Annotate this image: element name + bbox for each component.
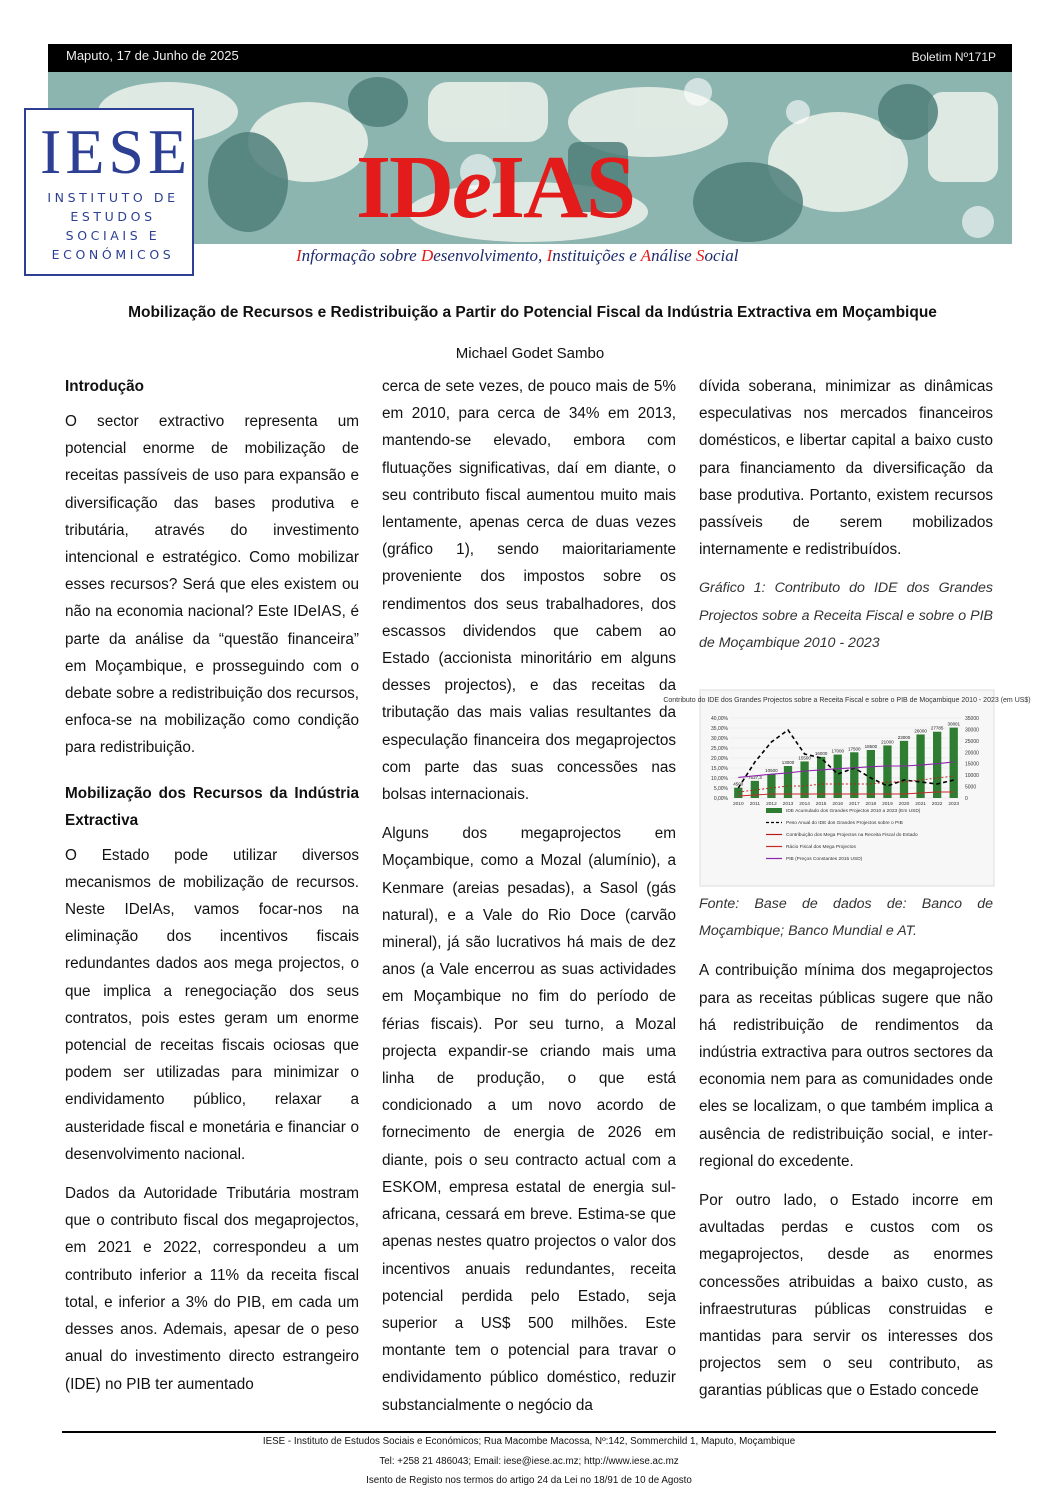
iese-logo (24, 108, 194, 276)
x-tick-label: 2016 (832, 802, 844, 807)
footer-contact: Tel: +258 21 486043; Email: iese@iese.ac.mz; http://www.iese.ac.mz (379, 1456, 679, 1467)
x-tick-label: 2022 (931, 802, 943, 807)
chart-title: Contributo do IDE dos Grandes Projectos sobre a Receita Fiscal e sobre o PIB de Moçambique 2010 - 2023 (em US$) (663, 697, 1031, 704)
bar-data-label: 17500 (848, 746, 861, 752)
column-1 (65, 373, 359, 1410)
section-heading: Introdução (65, 378, 145, 395)
paragraph: O sector extractivo representa um potencial enorme de mobilização de receitas passíveis de uso para expansão e diversificação das bases produtiva e tributária, através do investimento intencional e estratégico. Como mobilizar esses recursos? Será que eles existem ou não na economia nacional? Este IDeIAS, é parte da análise da “questão financeira” em Moçambique, e prosseguindo com o debate sobre a redistribuição dos recursos, enfoca-se na mobilização como condição para redistribuição. (65, 413, 359, 757)
x-tick-label: 2011 (749, 802, 761, 807)
paragraph: dívida soberana, minimizar as dinâmicas especulativas nos mercados financeiros domésticos, e libertar capital a baixo custo para financiamento da diversificação da base produtiva. Portanto, existem recursos passíveis de serem mobilizados internamente e redistribuídos. (699, 378, 993, 559)
x-tick-label: 2021 (915, 802, 926, 807)
bar-data-label: 30801 (947, 721, 960, 727)
masthead-part: e (452, 138, 490, 237)
y-left-tick-label: 30,00% (711, 736, 728, 742)
tagline-initial: D (420, 246, 434, 265)
footer-rule (62, 1431, 996, 1433)
masthead-part: ID (356, 138, 453, 237)
bar-data-label: 15500 (798, 755, 811, 761)
bar-data-label: 17000 (831, 748, 844, 754)
bar-data-label: 23000 (897, 734, 911, 740)
logo-line: SOCIAIS E (65, 228, 161, 243)
chart-bar (817, 757, 825, 798)
bar-data-label: 4500 (733, 781, 744, 787)
chart-bar (867, 750, 875, 798)
article-title: Mobilização de Recursos e Redistribuição a Partir do Potencial Fiscal da Indústria Extractiva em Moçambique (128, 304, 937, 321)
chart-bar (800, 761, 808, 798)
y-right-tick-label: 15000 (965, 761, 979, 768)
section-heading: Mobilização dos Recursos da Indústria Extractiva (65, 784, 359, 829)
legend-swatch (766, 808, 782, 813)
tagline-initial: S (695, 246, 705, 265)
column-2 (382, 373, 676, 1431)
x-tick-label: 2018 (865, 802, 877, 807)
bar-data-label: 16000 (814, 750, 828, 756)
x-tick-label: 2019 (882, 802, 893, 807)
tagline-text: nformação sobre (301, 246, 421, 265)
column-3 (699, 373, 993, 1417)
chart-bar (850, 752, 858, 798)
paragraph: Dados da Autoridade Tributária mostram que o contributo fiscal dos megaprojectos, em 2021 e 2022, correspondeu a um contributo inferior a 11% da receita fiscal total, e inferior a 3% do PIB, em cada um desses anos. Ademais, apesar de o peso anual do investimento directo estrangeiro (IDE) no PIB ter aumentado (65, 1185, 359, 1393)
chart-bar (784, 766, 792, 798)
masthead-part: IAS (489, 138, 635, 237)
chart-bar (883, 745, 891, 798)
legend-label: Rácio Fiscal dos Mega Projectos (786, 845, 856, 850)
chart-bar (834, 755, 842, 798)
x-tick-label: 2014 (799, 802, 810, 807)
y-right-tick-label: 30000 (965, 727, 979, 734)
figure-caption: Gráfico 1: Contributo do IDE dos Grandes Projectos sobre a Receita Fiscal e sobre o PIB de Moçambique 2010 - 2023 (699, 580, 993, 651)
tagline-initial: A (640, 246, 652, 265)
x-tick-label: 2010 (732, 802, 744, 807)
x-tick-label: 2020 (898, 802, 910, 807)
tagline-text: ocial (704, 246, 739, 265)
bar-data-label: 27785 (930, 725, 944, 731)
chart-figure (663, 690, 1031, 886)
chart-bar (933, 732, 941, 798)
paragraph: Por outro lado, o Estado incorre em avultadas perdas e custos com os megaprojectos, desde as enormes concessões atribuidas a baixo custo, as infraestruturas públicas construidas e mantidas para servir os interesses dos projectos sem o seu contributo, as garantias públicas que o Estado concede (699, 1192, 993, 1400)
tagline-text: esenvolvimento, (433, 246, 547, 265)
y-right-tick-label: 0 (965, 796, 968, 802)
y-right-tick-label: 35000 (965, 716, 979, 722)
bar-data-label: 21000 (881, 739, 894, 745)
y-left-tick-label: 40,00% (711, 716, 728, 722)
issue-date: Maputo, 17 de Junho de 2025 (66, 48, 239, 63)
logo-subtitle (38, 188, 188, 264)
bar-data-label: 13000 (781, 760, 795, 765)
bar-data-label: 26000 (914, 728, 927, 734)
tagline-text: nstituições e (552, 246, 641, 265)
y-left-tick-label: 15,00% (711, 766, 728, 772)
x-tick-label: 2013 (782, 802, 794, 807)
legend-label: Contribuição dos Mega Projectos na Receita Fiscal do Estado (786, 833, 918, 838)
bar-data-label: 18500 (864, 744, 878, 749)
paragraph: O Estado pode utilizar diversos mecanismos de mobilização de recursos. Neste IDeIAs, vamos focar-nos na eliminação dos incentivos fiscais redundantes dados aos mega projectos, o que implica a renegociação dos seus contratos, pois estes geram um enorme potencial de receitas fiscais ociosas que podem ser utilizadas para minimizar o endividamento público, relaxar a austeridade fiscal e monetária e financiar o desenvolvimento nacional. (65, 846, 359, 1163)
tagline-initial: I (546, 246, 553, 265)
bulletin-number: Boletim Nº171P (911, 50, 996, 64)
masthead-title (356, 138, 634, 238)
chart-bar (734, 788, 742, 798)
figure-source: Fonte: Base de dados de: Banco de Moçambique; Banco Mundial e AT. (699, 896, 993, 940)
paragraph: A contribuição mínima dos megaprojectos para as receitas públicas sugere que não há redistribuição de rendimentos da indústria extractiva para outros sectores da economia nem para as comunidades onde eles se localizam, o que também implica a ausência de redistribuição social, e inter-regional do excedente. (699, 962, 993, 1170)
bar-data-label: 10500 (765, 768, 778, 773)
masthead-tagline (296, 246, 738, 266)
chart-svg (663, 690, 1031, 886)
y-right-tick-label: 25000 (965, 738, 979, 745)
tagline-initial: I (296, 246, 302, 265)
footer-registration: Isento de Registo nos termos do artigo 24 da Lei no 18/91 de 10 de Agosto (366, 1475, 692, 1486)
header-bar (48, 44, 1012, 72)
legend-label: Peso Anual do IDE dos Grandes Projectos sobre o PIB (786, 821, 903, 826)
logo-line: ESTUDOS (70, 209, 156, 224)
tagline-text: nálise (651, 246, 696, 265)
article-author: Michael Godet Sambo (455, 345, 605, 362)
footer-address: IESE - Instituto de Estudos Sociais e Económicos; Rua Macombe Macossa, Nº:142, Sommerchild 1, Maputo, Moçambique (262, 1436, 796, 1447)
chart-bar (950, 728, 958, 798)
y-left-tick-label: 35,00% (711, 726, 728, 732)
y-left-tick-label: 5,00% (713, 786, 728, 792)
legend-label: IDE Acumulado dos Grandes Projectos 2010 a 2023 (Em USD) (786, 809, 921, 814)
chart-bar (916, 734, 924, 798)
y-right-tick-label: 10000 (965, 773, 979, 780)
logo-acronym: IESE (40, 116, 192, 187)
x-tick-label: 2023 (948, 802, 960, 807)
x-tick-label: 2015 (815, 802, 827, 807)
y-left-tick-label: 10,00% (711, 776, 728, 782)
x-tick-label: 2017 (848, 802, 860, 807)
y-left-tick-label: 20,00% (711, 756, 728, 762)
logo-line: INSTITUTO DE (47, 190, 179, 205)
x-tick-label: 2012 (766, 802, 777, 807)
y-left-tick-label: 0,00% (713, 796, 728, 802)
legend-label: PIB (Preços Constantes 2015 USD) (786, 857, 863, 862)
paragraph: Alguns dos megaprojectos em Moçambique, como a Mozal (alumínio), a Kenmare (areias pesadas), a Sasol (gás natural), e a Vale do Rio Doce (carvão mineral), já são lucrativos há mais de dez anos (a Vale encerrou as suas actividades em Moçambique no fim do período de férias fiscais). Por seu turno, a Mozal projecta expandir-se criando mais uma linha de produção, o que está condicionado a um novo acordo de fornecimento de energia de 2026 em diante, pois o seu contracto actual com a ESKOM, empresa estatal de energia sul-africana, cessará em breve. Estima-se que apenas nestes quatro projectos o valor dos incentivos anuais redundantes, receita potencial perdida pelo Estado, seja superior a US$ 500 milhões. Este montante tem o potencial para travar o endividamento público doméstico, reduzir substancialmente o negócio da (382, 825, 676, 1414)
chart-bar (900, 741, 908, 798)
y-left-tick-label: 25,00% (711, 746, 728, 752)
bar-data-label: 7537,3 (747, 774, 762, 780)
logo-line: ECONÓMICOS (51, 247, 175, 262)
y-right-tick-label: 20000 (965, 750, 979, 757)
y-right-tick-label: 5000 (965, 784, 977, 791)
paragraph: cerca de sete vezes, de pouco mais de 5% em 2010, para cerca de 34% em 2013, mantendo-se elevado, embora com flutuações significativas, daí em diante, o seu contributo fiscal aumentou muito mais lentamente, apenas cerca de duas vezes (gráfico 1), sendo maioritariamente proveniente dos impostos sobre os rendimentos dos seus trabalhadores, dos escassos dividendos que cabem ao Estado (accionista minoritário em alguns desses projectos), e das receitas da tributação das mais valias resultantes da especulação financeira dos megaprojectos com parte das suas concessões nas bolsas internacionais. (382, 378, 676, 804)
